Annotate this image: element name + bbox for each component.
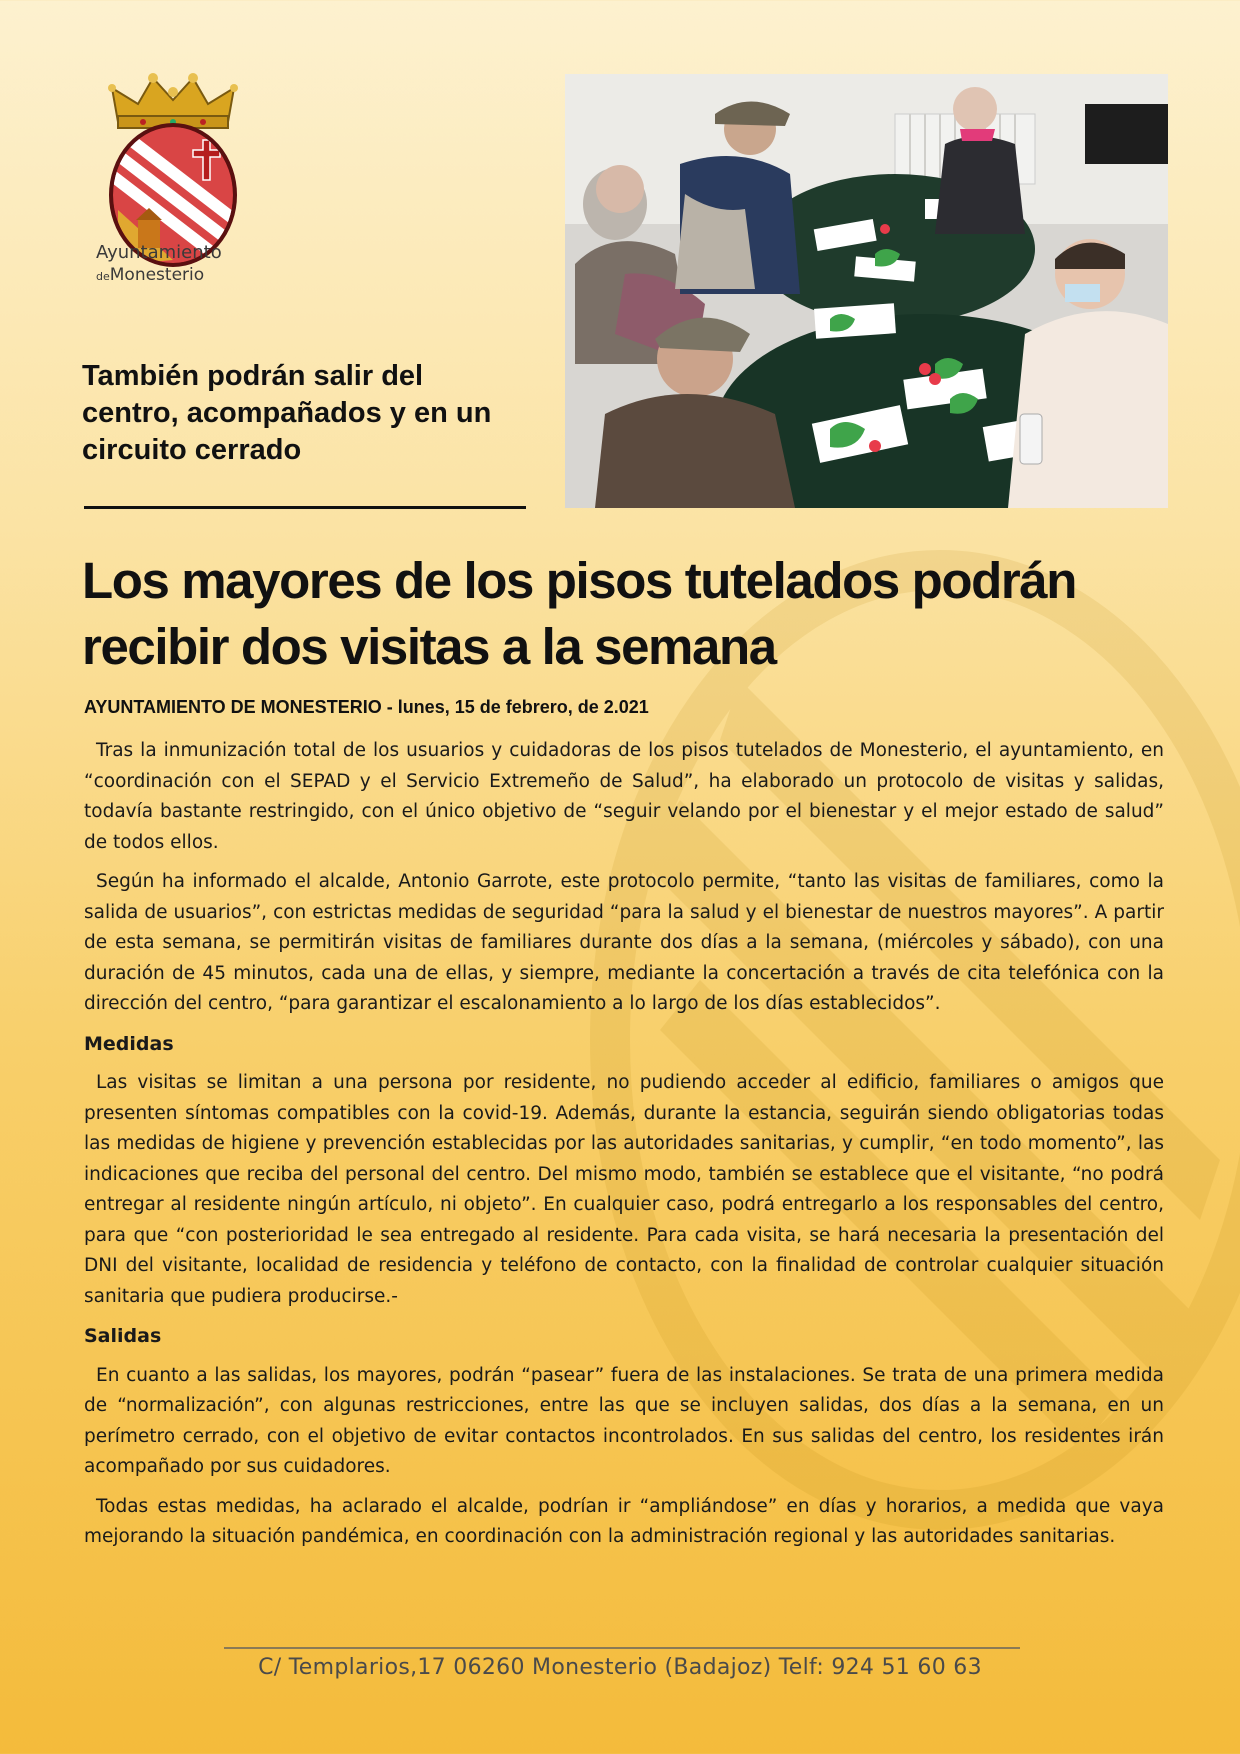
paragraph: En cuanto a las salidas, los mayores, podrán “pasear” fuera de las instalaciones. Se trata de una primera medida de “normalización”, con algunas restricciones, entre las que se incluyen salidas, dos días a la semana, en un perímetro cerrado, con el objetivo de evitar contactos incontrolados. En sus salidas del centro, los residentes irán acompañado por sus cuidadores.: [84, 1364, 1164, 1477]
paragraph: Tras la inmunización total de los usuarios y cuidadoras de los pisos tutelados de Monesterio, el ayuntamiento, en “coordinación con el SEPAD y el Servicio Extremeño de Salud”, ha elaborado un protocolo de visitas y salidas, todavía bastante restringido, con el único objetivo de “seguir velando por el bienestar y el mejor estado de salud” de todos ellos.: [84, 740, 1164, 853]
article-photo: [565, 74, 1168, 508]
subheading: También podrán salir del centro, acompañados y en un circuito cerrado: [82, 360, 492, 466]
footer-rule: [224, 1647, 1020, 1649]
crown-icon: [108, 73, 238, 128]
subheading-rule: [84, 506, 526, 509]
section-heading-salidas: Salidas: [84, 1325, 162, 1347]
article-headline: Los mayores de los pisos tutelados podrán recibir dos visitas a la semana: [82, 552, 1077, 675]
paragraph: Las visitas se limitan a una persona por residente, no pudiendo acceder al edificio, familiares o amigos que presenten síntomas compatibles con la covid-19. Además, durante la estancia, seguirán siendo obligatorias todas las medidas de higiene y prevención establecidas por las autoridades sanitarias, y cumplir, “en todo momento”, las indicaciones que reciba del personal del centro. Del mismo modo, también se establece que el visitante, “no podrá entregar al residente ningún artículo, ni objeto”. En cualquier caso, podrá entregarlo a los responsables del centro, para que “con posterioridad le sea entregado al residente. Para cada visita, se hará necesaria la presentación del DNI del visitante, localidad de residencia y teléfono de contacto, con la finalidad de controlar cualquier situación sanitaria que pudiera producirse.-: [84, 1072, 1164, 1307]
paragraph: Todas estas medidas, ha aclarado el alcalde, podrían ir “ampliándose” en días y horarios, a medida que vaya mejorando la situación pandémica, en coordinación con la administración regional y las autoridades sanitarias.: [84, 1495, 1164, 1547]
section-heading-medidas: Medidas: [84, 1032, 174, 1055]
article-body: [84, 736, 1164, 1562]
logo-line-1: Ayuntamiento: [96, 242, 222, 263]
paragraph: Según ha informado el alcalde, Antonio Garrote, este protocolo permite, “tanto las visitas de familiares, como la salida de usuarios”, con estrictas medidas de seguridad “para la salud y el bienestar de nuestros mayores”. A partir de esta semana, se permitirán visitas de familiares durante dos días a la semana, (miércoles y sábado), con una duración de 45 minutos, cada una de ellas, y siempre, mediante la concertación a través de cita telefónica con la dirección del centro, “para garantizar el escalonamiento a lo largo de los días establecidos”.: [84, 871, 1164, 1014]
footer-address: C/ Templarios,17 06260 Monesterio (Badajoz) Telf: 924 51 60 63: [258, 1655, 982, 1680]
logo-line-2: deMonesterio: [96, 265, 205, 285]
article-byline: AYUNTAMIENTO DE MONESTERIO - lunes, 15 de febrero, de 2.021: [84, 697, 649, 717]
logo-text: [96, 242, 256, 288]
